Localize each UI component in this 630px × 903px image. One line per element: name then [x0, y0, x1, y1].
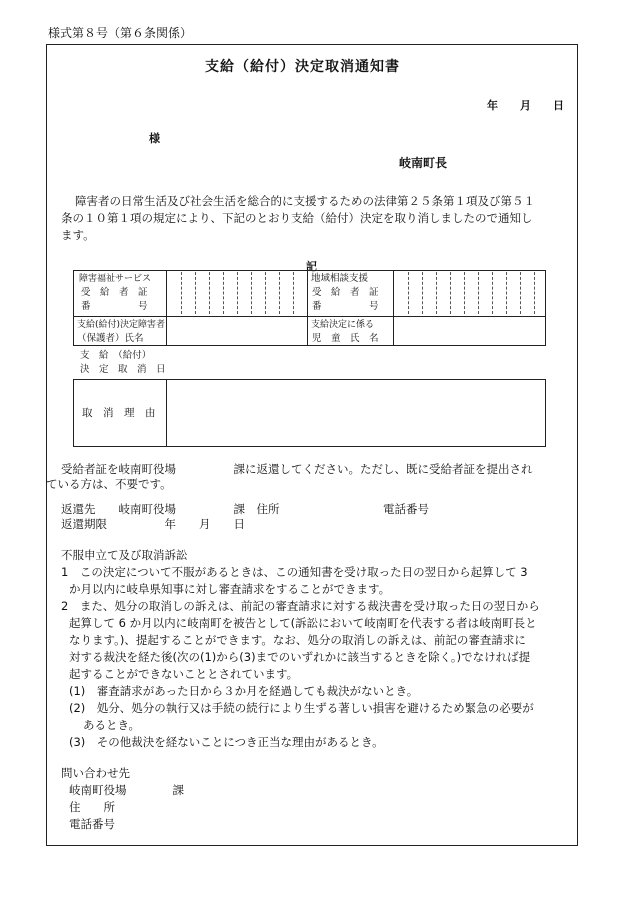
consult-label-2: 受 給 者 証 [312, 287, 379, 298]
digit-divider [408, 272, 409, 314]
cert-label-2: 受 給 者 証 [81, 287, 148, 298]
child-label-2: 児 童 氏 名 [312, 333, 379, 344]
digit-divider [422, 272, 423, 314]
ki-heading: 記 [306, 260, 317, 273]
appeal-1b: か月以内に岐阜県知事に対し審査請求をすることができます。 [69, 582, 391, 596]
consult-label-1: 地域相談支援 [311, 273, 369, 284]
digit-divider [450, 272, 451, 314]
addressee-suffix: 様 [149, 132, 160, 145]
digit-divider [209, 272, 210, 314]
cert-label-1: 障害福祉サービス [79, 274, 152, 284]
appeal-heading: 不服申立て及び取消訴訟 [61, 548, 188, 562]
issuer: 岐南町長 [399, 156, 448, 170]
digit-divider [279, 272, 280, 314]
digit-divider [436, 272, 437, 314]
appeal-2a: 2 また、処分の取消しの訴えは、前記の審査請求に対する裁決書を受け取った日の翌日から [61, 599, 540, 613]
contact-office: 岐南町役場 課 [69, 783, 184, 797]
table-divider [73, 316, 546, 317]
digit-divider [478, 272, 479, 314]
guardian-label-1: 支給(給付)決定障害者 [77, 320, 166, 330]
intro-line-2: 条の１０第１項の規定により、下記のとおり支給（給付）決定を取り消しましたので通知し [61, 211, 533, 225]
appeal-2e: 起することができないこととされています。 [69, 667, 299, 681]
digit-divider [293, 272, 294, 314]
appeal-1a: 1 この決定について不服があるときは、この通知書を受け取った日の翌日から起算して 3 [61, 565, 528, 579]
digit-divider [506, 272, 507, 314]
table-col-divider [393, 270, 394, 346]
appeal-2d: 対する裁決を経た後(次の(1)から(3)までのいずれかに該当するときを除く。)でなければ提 [69, 650, 531, 664]
cert-label-3: 番 号 [81, 301, 148, 312]
contact-phone: 電話番号 [69, 817, 115, 831]
reason-label: 取 消 理 由 [82, 407, 156, 419]
case-2b: あるとき。 [83, 718, 141, 732]
table-col-divider [307, 270, 308, 346]
consult-label-3: 番 号 [312, 301, 379, 312]
digit-divider [223, 272, 224, 314]
appeal-2c: なります。)、提起することができます。なお、処分の取消しの訴えは、前記の審査請求に [69, 633, 526, 647]
cancel-date-label-1: 支 給 （給付） [80, 350, 152, 361]
contact-address: 住 所 [69, 800, 115, 814]
digit-divider [251, 272, 252, 314]
return-to: 返還先 岐南町役場 課 住所 電話番号 [61, 502, 429, 516]
child-label-1: 支給決定に係る [311, 320, 375, 330]
digit-divider [464, 272, 465, 314]
return-notice-1: 受給者証を岐南町役場 課に返還してください。ただし、既に受給者証を提出され [61, 462, 533, 476]
cancel-date-label-2: 決 定 取 消 日 [80, 364, 166, 375]
intro-line-1: 障害者の日常生活及び社会生活を総合的に支援するための法律第２５条第１項及び第５１ [75, 194, 535, 208]
document-title: 支給（給付）決定取消通知書 [205, 59, 400, 75]
case-2a: (2) 処分、処分の執行又は手続の続行により生ずる著しい損害を避けるため緊急の必要が [69, 701, 534, 715]
digit-divider [181, 272, 182, 314]
reason-divider [166, 379, 167, 447]
digit-divider [237, 272, 238, 314]
case-3: (3) その他裁決を経ないことにつき正当な理由があるとき。 [69, 735, 384, 749]
appeal-2b: 起算して 6 か月以内に岐南町を被告として(訴訟において岐南町を代表する者は岐南町長と [69, 616, 537, 630]
return-deadline: 返還期限 年 月 日 [61, 517, 245, 531]
form-number: 様式第８号（第６条関係） [48, 26, 193, 40]
digit-divider [534, 272, 535, 314]
intro-line-3: ます。 [61, 228, 95, 242]
date-line: 年 月 日 [487, 99, 564, 112]
digit-divider [492, 272, 493, 314]
digit-divider [265, 272, 266, 314]
table-col-divider [166, 270, 167, 346]
guardian-label-2: （保護者）氏名 [77, 333, 144, 344]
digit-divider [520, 272, 521, 314]
digit-divider [195, 272, 196, 314]
case-1: (1) 審査請求があった日から３か月を経過しても裁決がないとき。 [69, 684, 419, 698]
return-notice-2: ている方は、不要です。 [46, 477, 172, 491]
contact-heading: 問い合わせ先 [61, 766, 130, 780]
